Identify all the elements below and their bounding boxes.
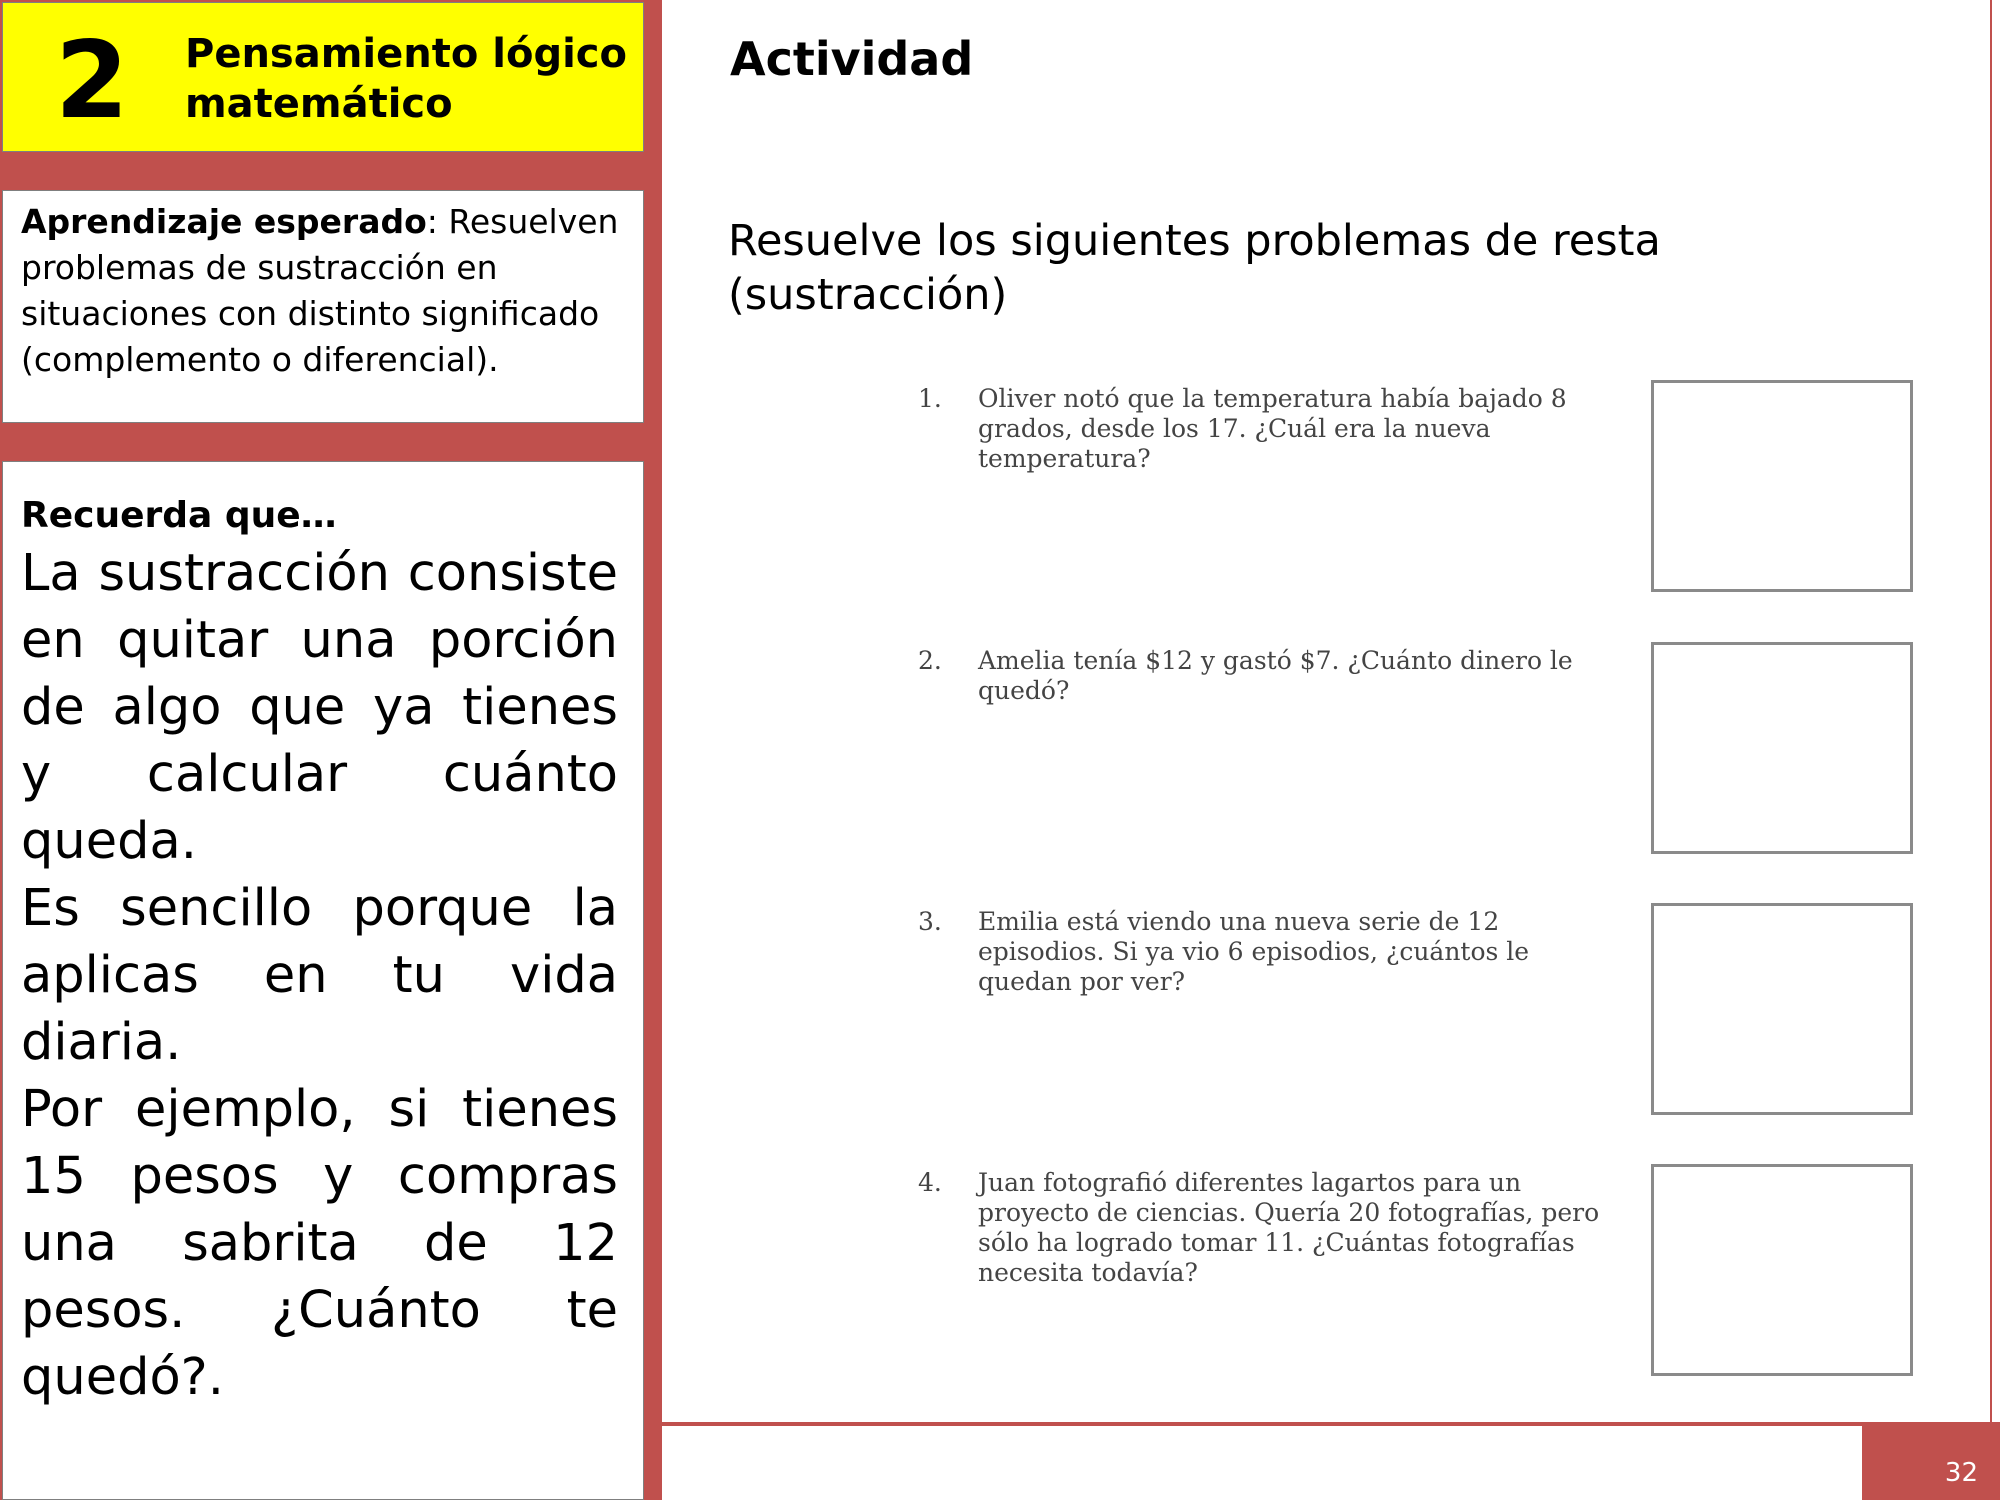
unit-title-line1: Pensamiento lógico [185,31,627,77]
activity-title: Actividad [730,32,974,86]
learning-text: Resuelven problemas de sustracción en situaciones con distinto significado (complemento o diferencial). [21,202,619,379]
recall-paragraph: La sustracción consiste en quitar una porción de algo que ya tienes y calcular cuánto queda. [21,544,618,871]
learning-label: Aprendizaje esperado [21,202,427,241]
answer-box[interactable] [1651,1164,1913,1376]
problem-text: Juan fotografió diferentes lagartos para un proyecto de ciencias. Quería 20 fotografías, pero sólo ha logrado tomar 11. ¿Cuántas fotografías necesita todavía? [978,1168,1600,1287]
problem-item [918,907,1618,997]
recall-box [2,461,644,1500]
problem-number: 3. [918,907,942,936]
unit-title [185,29,627,129]
answer-box[interactable] [1651,642,1913,854]
unit-header [2,2,644,152]
problem-text: Emilia está viendo una nueva serie de 12 episodios. Si ya vio 6 episodios, ¿cuántos le quedan por ver? [978,907,1530,996]
unit-title-line2: matemático [185,81,453,127]
recall-paragraph: Es sencillo porque la aplicas en tu vida diaria. [21,879,618,1072]
learning-outcome-box: Aprendizaje esperado: Resuelven problemas de sustracción en situaciones con distinto significado (complemento o diferencial). [2,190,644,423]
problem-text: Oliver notó que la temperatura había bajado 8 grados, desde los 17. ¿Cuál era la nueva temperatura? [978,384,1567,473]
page-number: 32 [1862,1426,2000,1500]
right-border [1990,0,2000,1422]
footer-area [662,1426,1862,1500]
answer-box[interactable] [1651,903,1913,1115]
problem-item [918,646,1618,706]
problem-number: 4. [918,1168,942,1197]
problem-number: 2. [918,646,942,675]
activity-instruction: Resuelve los siguientes problemas de resta (sustracción) [728,216,1661,320]
problem-number: 1. [918,384,942,413]
recall-paragraph: Por ejemplo, si tienes 15 pesos y compras una sabrita de 12 pesos. ¿Cuánto te quedó?. [21,1080,618,1407]
unit-number: 2 [55,19,129,142]
answer-box[interactable] [1651,380,1913,592]
recall-title: Recuerda que… [21,495,337,536]
problem-item [918,384,1618,474]
problem-item [918,1168,1618,1288]
problem-text: Amelia tenía $12 y gastó $7. ¿Cuánto dinero le quedó? [978,646,1573,705]
